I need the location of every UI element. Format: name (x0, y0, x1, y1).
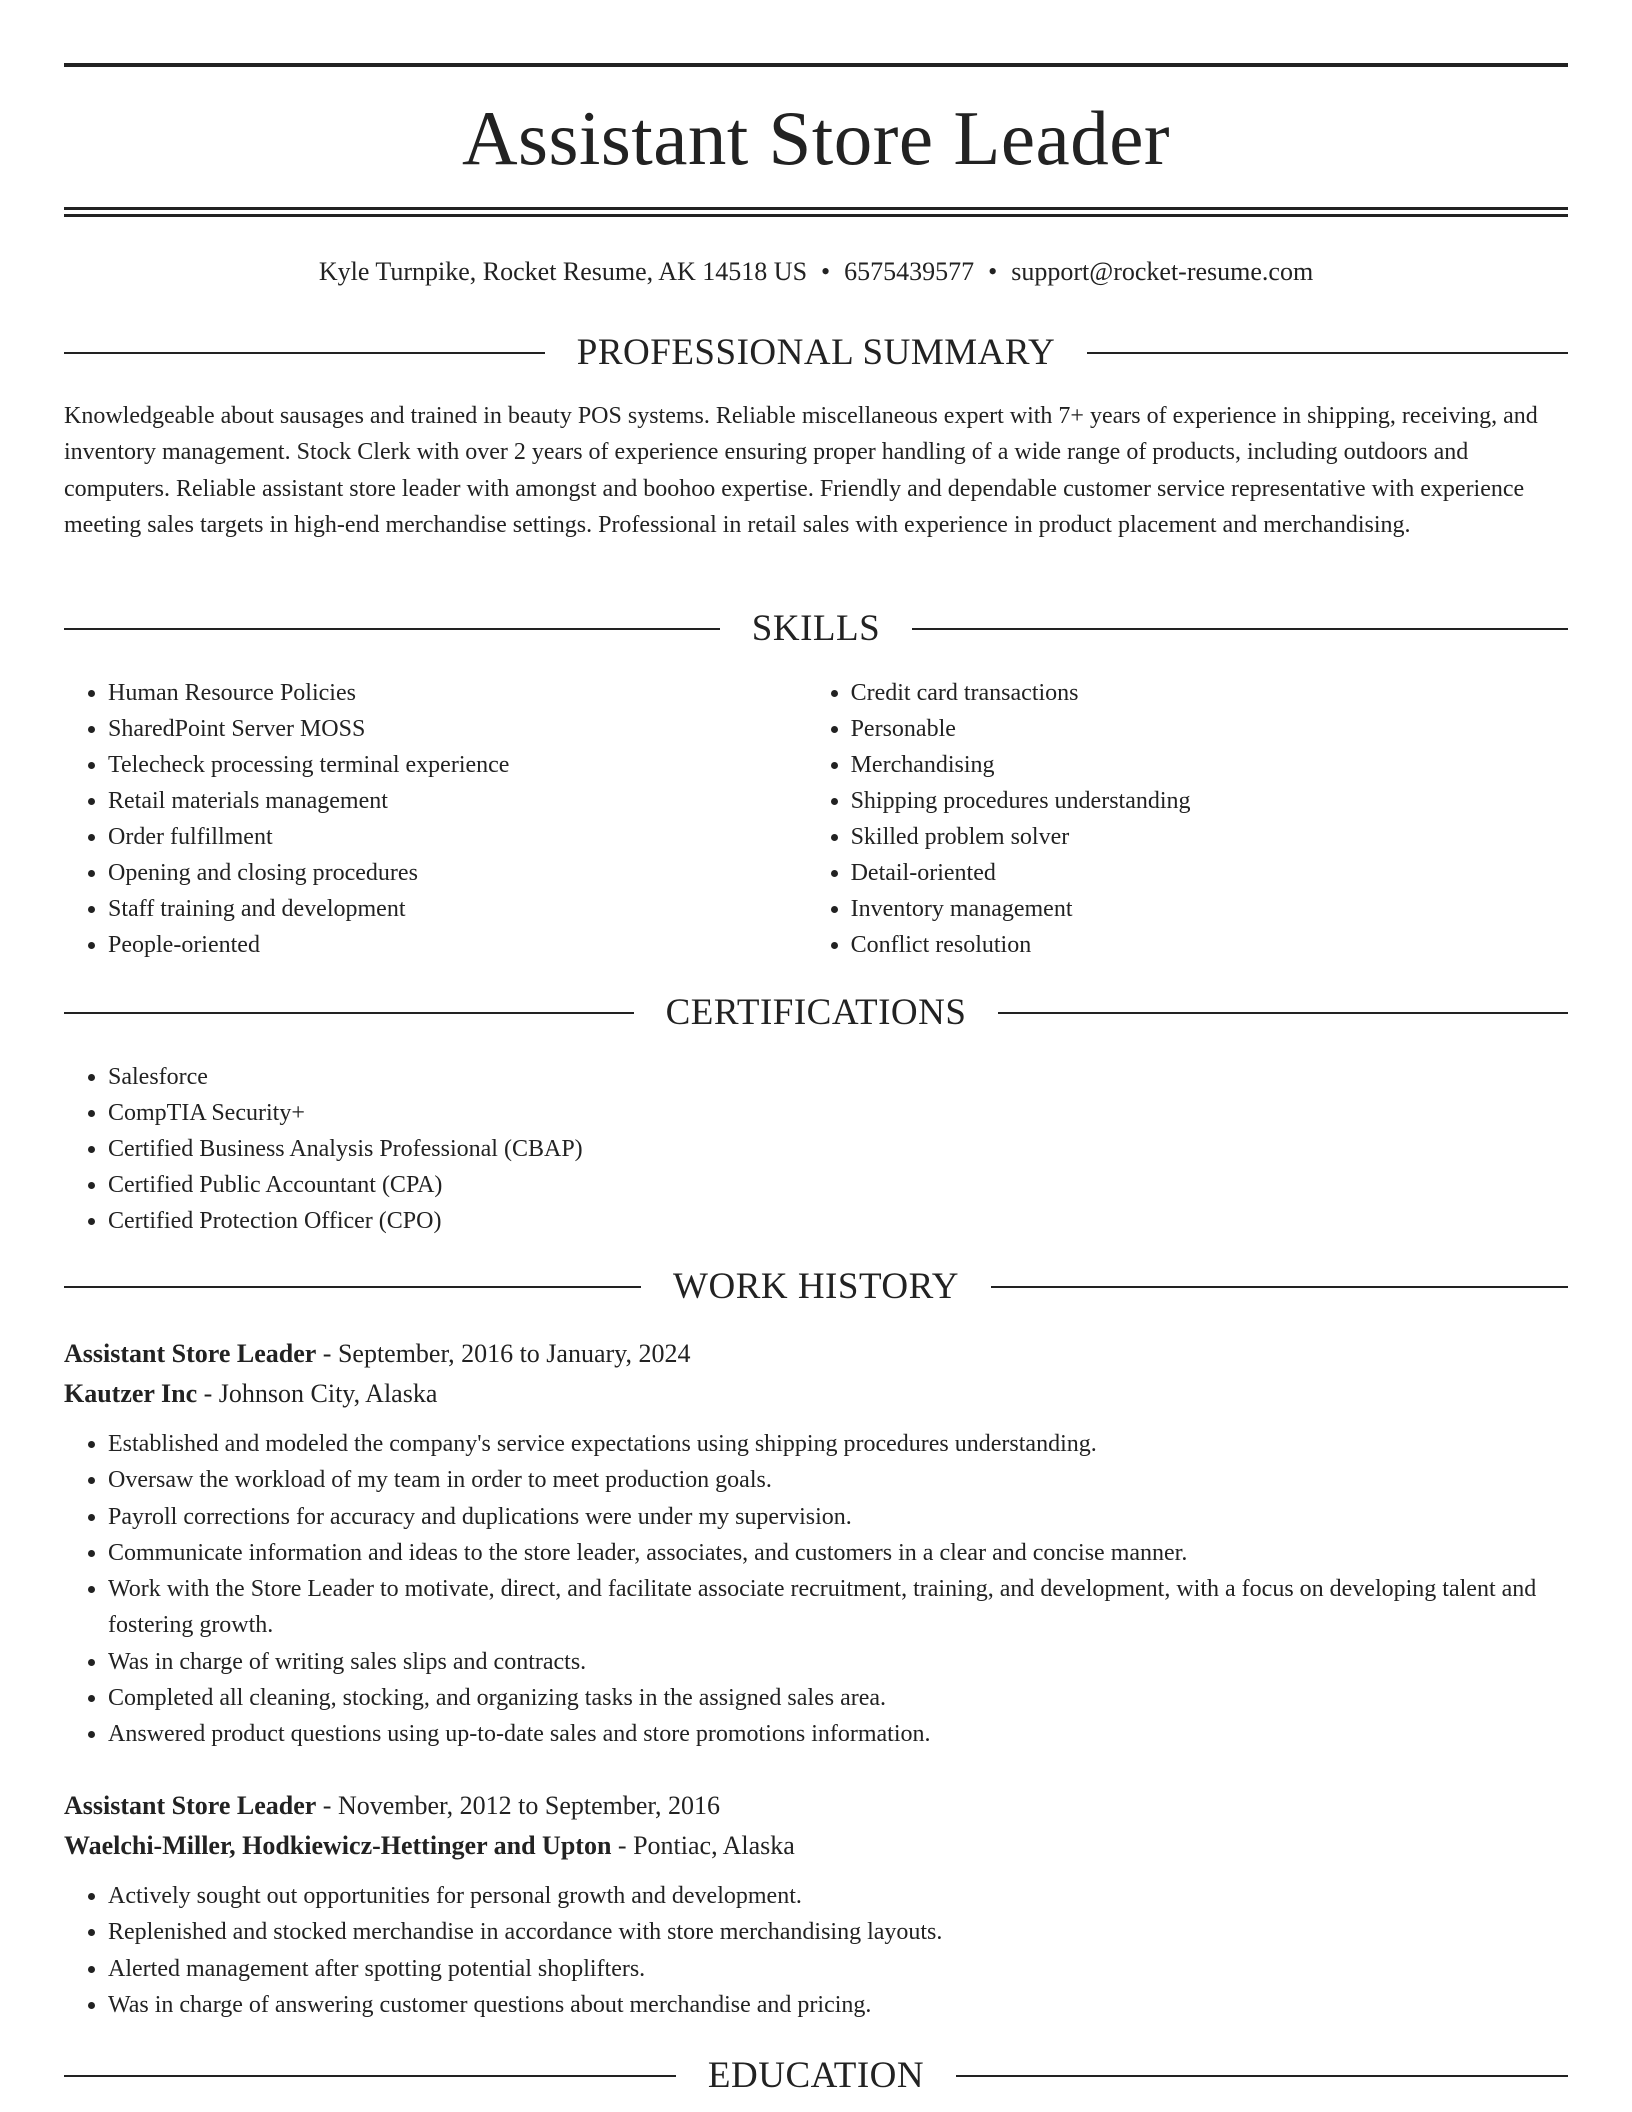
section-heading-work-history (64, 1265, 1568, 1309)
section-title: WORK HISTORY (673, 1266, 959, 1307)
job-dates: - November, 2012 to September, 2016 (316, 1791, 721, 1820)
skill-item: • Personable (851, 711, 1568, 747)
job-location: - Johnson City, Alaska (197, 1379, 438, 1408)
job-duty-item: • Communicate information and ideas to the store leader, associates, and customers in a clear and concise manner. (108, 1535, 1568, 1571)
skill-item: • Order fulfillment (108, 819, 807, 855)
title-double-rule (64, 207, 1568, 217)
skill-item: • Shipping procedures understanding (851, 783, 1568, 819)
skill-item: • Merchandising (851, 747, 1568, 783)
section-heading-skills (64, 607, 1568, 651)
section-title: CERTIFICATIONS (665, 992, 967, 1033)
job-duties (64, 1878, 1568, 2023)
divider-line (1087, 352, 1568, 354)
job-title-line (64, 1334, 1568, 1374)
skill-item: • Conflict resolution (851, 927, 1568, 963)
section-heading-summary (64, 331, 1568, 375)
skill-item: • SharedPoint Server MOSS (108, 711, 807, 747)
job-entry (64, 1334, 1568, 1753)
divider-line (64, 1012, 634, 1014)
skill-item: • Inventory management (851, 891, 1568, 927)
divider-line (64, 352, 545, 354)
section-heading-certifications (64, 991, 1568, 1035)
job-company-line (64, 1826, 1568, 1866)
divider-line (956, 2075, 1568, 2077)
job-duty-item: • Oversaw the workload of my team in order to meet production goals. (108, 1462, 1568, 1498)
contact-separator: • (821, 257, 831, 286)
divider-line (912, 628, 1568, 630)
job-duties (64, 1426, 1568, 1753)
skill-item: • Retail materials management (108, 783, 807, 819)
skill-item: • Skilled problem solver (851, 819, 1568, 855)
job-duty-item: • Work with the Store Leader to motivate, direct, and facilitate associate recruitment, training, and development, with a focus on developing talent and fostering growth. (108, 1571, 1568, 1644)
job-title: Assistant Store Leader (64, 1791, 317, 1820)
divider-line (998, 1012, 1568, 1014)
job-company-line (64, 1374, 1568, 1414)
job-duty-item: • Established and modeled the company's service expectations using shipping procedures understanding. (108, 1426, 1568, 1462)
certification-item: • Certified Business Analysis Professional (CBAP) (108, 1131, 1568, 1167)
job-location: - Pontiac, Alaska (611, 1831, 795, 1860)
job-entry (64, 1786, 1568, 2023)
contact-email: support@rocket-resume.com (1011, 257, 1314, 286)
skill-item: • Telecheck processing terminal experience (108, 747, 807, 783)
skills-column-left (64, 675, 807, 963)
job-duty-item: • Completed all cleaning, stocking, and organizing tasks in the assigned sales area. (108, 1680, 1568, 1716)
divider-line (64, 628, 720, 630)
divider-line (64, 1286, 641, 1288)
section-title: PROFESSIONAL SUMMARY (576, 332, 1056, 373)
divider-line (991, 1286, 1568, 1288)
job-title: Assistant Store Leader (64, 1339, 317, 1368)
resume-title: Assistant Store Leader (461, 95, 1171, 181)
job-duty-item: • Actively sought out opportunities for personal growth and development. (108, 1878, 1568, 1914)
section-title: SKILLS (751, 608, 881, 649)
job-dates: - September, 2016 to January, 2024 (316, 1339, 691, 1368)
skill-item: • Credit card transactions (851, 675, 1568, 711)
skills-list (64, 675, 1568, 963)
contact-line (64, 252, 1568, 292)
job-title-line (64, 1786, 1568, 1826)
job-duty-item: • Was in charge of writing sales slips and contracts. (108, 1644, 1568, 1680)
job-duty-item: • Was in charge of answering customer questions about merchandise and pricing. (108, 1987, 1568, 2023)
section-title: EDUCATION (707, 2055, 925, 2096)
contact-address: Kyle Turnpike, Rocket Resume, AK 14518 US (318, 257, 808, 286)
skill-item: • Staff training and development (108, 891, 807, 927)
job-duty-item: • Alerted management after spotting potential shoplifters. (108, 1951, 1568, 1987)
job-duty-item: • Answered product questions using up-to-date sales and store promotions information. (108, 1716, 1568, 1752)
certification-item: • CompTIA Security+ (108, 1095, 1568, 1131)
job-company: Waelchi-Miller, Hodkiewicz-Hettinger and Upton (64, 1831, 612, 1860)
certifications-list (64, 1059, 1568, 1239)
contact-separator: • (988, 257, 998, 286)
summary-text: Knowledgeable about sausages and trained in beauty POS systems. Reliable miscellaneous expert with 7+ years of experience in shipping, receiving, and inventory management. Stock Clerk with over 2 years of experience ensuring proper handling of a wide range of products, including outdoors and computers. Reliable assistant store leader with amongst and boohoo expertise. Friendly and dependable customer service representative with experience meeting sales targets in high-end merchandise settings. Professional in retail sales with experience in product placement and merchandising. (64, 403, 1538, 539)
skills-column-right (807, 675, 1568, 963)
job-duty-item: • Payroll corrections for accuracy and duplications were under my supervision. (108, 1499, 1568, 1535)
top-rule (64, 63, 1568, 67)
section-heading-education (64, 2054, 1568, 2098)
certification-item: • Salesforce (108, 1059, 1568, 1095)
skill-item: • Opening and closing procedures (108, 855, 807, 891)
contact-phone: 6575439577 (844, 257, 975, 286)
divider-line (64, 2075, 676, 2077)
job-company: Kautzer Inc (64, 1379, 198, 1408)
skill-item: • Detail-oriented (851, 855, 1568, 891)
job-duty-item: • Replenished and stocked merchandise in accordance with store merchandising layouts. (108, 1914, 1568, 1950)
certification-item: • Certified Protection Officer (CPO) (108, 1203, 1568, 1239)
certification-item: • Certified Public Accountant (CPA) (108, 1167, 1568, 1203)
skill-item: • People-oriented (108, 927, 807, 963)
skill-item: • Human Resource Policies (108, 675, 807, 711)
